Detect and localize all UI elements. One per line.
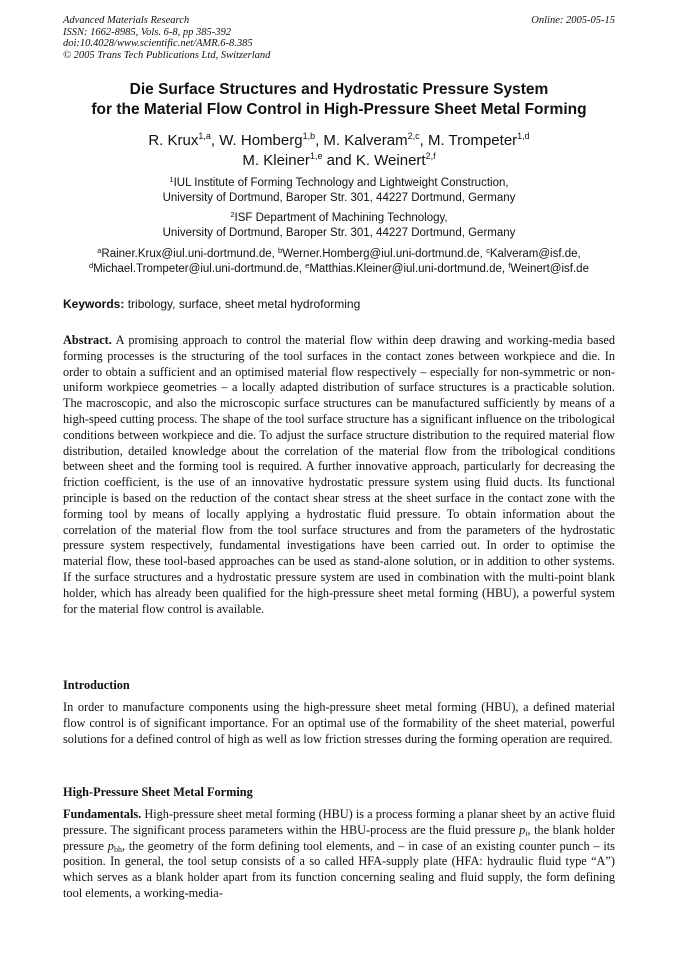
online-date: Online: 2005-05-15 bbox=[531, 15, 615, 26]
author-name: K. Weinert bbox=[355, 152, 426, 169]
author-sep: , bbox=[315, 132, 324, 149]
author-sup: 1,e bbox=[309, 151, 323, 161]
introduction-paragraph: In order to manufacture components using the high-pressure sheet metal forming (HBU), a defined material flow control is of significant importance. For an optimal use of the formability of the sheet material, powerful solutions for a defined control of high as well as low friction stresses during the forming operation are required. bbox=[63, 700, 615, 746]
email-sep: , bbox=[298, 262, 306, 275]
email-sep: , bbox=[271, 248, 279, 260]
issn-line: ISSN: 1662-8985, Vols. 6-8, pp 385-392 bbox=[63, 26, 231, 38]
email-sep: , bbox=[501, 262, 509, 275]
journal-name: Advanced Materials Research bbox=[63, 15, 190, 26]
keywords bbox=[63, 297, 615, 311]
author-sep: , bbox=[419, 132, 428, 149]
author-sup: 1,d bbox=[517, 131, 530, 141]
affiliation-2 bbox=[40, 211, 638, 240]
fundamentals-text-a: High-pressure sheet metal forming (HBU) is a process forming a planar sheet by an active fluid pressure. The significant process parameters within the HBU-process are the fluid pressure bbox=[63, 807, 615, 837]
doi-line[interactable]: doi:10.4028/www.scientific.net/AMR.6-8.385 bbox=[63, 38, 253, 49]
affiliation-line: University of Dortmund, Baroper Str. 301, 44227 Dortmund, Germany bbox=[162, 226, 516, 239]
email-line-1 bbox=[40, 247, 638, 262]
email-sup: c bbox=[486, 246, 490, 255]
email-sup: b bbox=[278, 246, 283, 255]
email-address[interactable]: Rainer.Krux@iul.uni-dortmund.de bbox=[101, 248, 272, 260]
introduction-heading: Introduction bbox=[63, 678, 130, 692]
keywords-label: Keywords: bbox=[63, 297, 125, 311]
author-line-2 bbox=[40, 151, 638, 171]
title-line-1: Die Surface Structures and Hydrostatic Pressure System bbox=[129, 81, 549, 98]
email-address[interactable]: Werner.Homberg@iul.uni-dortmund.de bbox=[282, 248, 480, 260]
fluid-pressure-subscript: i bbox=[525, 828, 528, 838]
author-sep: , bbox=[210, 132, 220, 149]
author-name: W. Homberg bbox=[219, 132, 303, 149]
email-sup: d bbox=[89, 260, 94, 270]
email-address[interactable]: Weinert@isf.de bbox=[510, 262, 589, 275]
email-address[interactable]: Michael.Trompeter@iul.uni-dortmund.de bbox=[93, 262, 299, 275]
email-address[interactable]: Kalveram@isf.de bbox=[489, 248, 578, 260]
author-sup: 2,f bbox=[425, 151, 436, 161]
abstract-paragraph bbox=[63, 333, 615, 617]
email-list bbox=[40, 247, 638, 276]
affiliation-line: University of Dortmund, Baroper Str. 301, 44227 Dortmund, Germany bbox=[162, 191, 516, 204]
blank-holder-pressure-symbol: p bbox=[107, 838, 114, 853]
keywords-text: tribology, surface, sheet metal hydroforming bbox=[124, 297, 361, 311]
fundamentals-paragraph bbox=[63, 807, 615, 902]
affiliation-line: ISF Department of Machining Technology, bbox=[234, 212, 448, 224]
author-list bbox=[40, 131, 638, 171]
abstract-text: A promising approach to control the material flow within deep drawing and working-media based forming processes is the structuring of the tool surfaces in the contact zones between workpiece and die. In order to obtain a sufficient and an optimised material flow respectively – especially for non-symmetric or non-uniform workpiece geometries – a locally adapted distribution of surface structures is a practicable solution. The macroscopic, and also the microscopic surface structures can be manufactured sufficiently by means of a high-speed cutting process. The shape of the tool surface structure has a significant influence on the tribological conditions between workpiece and die. To adjust the surface structure distribution to the required material flow distribution, detailed knowledge about the correlation of the material flow from the tribological conditions between sheet and the forming tool is required. A further innovative approach, particularly for decreasing the friction coefficient, is the use of an innovative hydrostatic pressure system using fluid ducts. Its functional principle is based on the reduction of the contact shear stress at the sheet surface in the contact zone with the forming tool by means of locally applying a hydrostatic fluid pressure. To obtain information about the correlation of the material flow from the tool surface structures and from the parameters of the hydrostatic pressure system respectively, fundamental investigations have been carried out. In order to optimise the material flow, these tool-based approaches can be used as stand-alone solution, or in addition to other systems. If the surface structures and a hydrostatic pressure system are used in combination with the multi-point blank holder, which has already been qualified for the high-pressure sheet metal forming (HBU), a powerful system for the material flow control is available. bbox=[63, 333, 615, 616]
author-sup: 2,c bbox=[407, 131, 420, 141]
author-line-1 bbox=[40, 131, 638, 151]
author-sup: 1,a bbox=[198, 131, 211, 141]
email-sup: f bbox=[508, 260, 511, 270]
abstract-label: Abstract. bbox=[63, 333, 112, 347]
author-name: M. Kalveram bbox=[323, 132, 408, 149]
affiliation-1 bbox=[40, 176, 638, 205]
hbu-section-heading: High-Pressure Sheet Metal Forming bbox=[63, 785, 253, 799]
email-address[interactable]: Matthias.Kleiner@iul.uni-dortmund.de bbox=[309, 262, 502, 275]
fluid-pressure-symbol: p bbox=[519, 822, 526, 837]
fundamentals-text-c: , the geometry of the form defining tool elements, and – in case of an existing counter punch – its position. In general, the tool setup consists of a so called HFA-supply plate (HFA: hydraulic fluid type “A”) which serves as a blank holder apart from its function concerning sealing and fluid supply, the form defining tool elements, a working-media- bbox=[63, 838, 615, 900]
copyright-line: © 2005 Trans Tech Publications Ltd, Switzerland bbox=[63, 49, 271, 61]
author-name: M. Kleiner bbox=[242, 152, 310, 169]
journal-header bbox=[63, 15, 615, 61]
email-sep: , bbox=[577, 248, 581, 260]
email-sep: , bbox=[479, 248, 487, 260]
email-sup: e bbox=[305, 260, 310, 270]
author-name: M. Trompeter bbox=[427, 132, 518, 149]
affiliation-sup: 1 bbox=[169, 175, 174, 184]
affiliation-sup: 2 bbox=[230, 210, 235, 219]
affiliation-line: IUL Institute of Forming Technology and Lightweight Construction, bbox=[173, 177, 509, 189]
email-sup: a bbox=[97, 246, 102, 255]
paper-title bbox=[40, 80, 638, 120]
author-name: R. Krux bbox=[148, 132, 199, 149]
email-line-2 bbox=[40, 262, 638, 277]
fundamentals-text-b: , the blank holder pressure bbox=[63, 822, 615, 853]
title-line-2: for the Material Flow Control in High-Pressure Sheet Metal Forming bbox=[91, 101, 587, 118]
blank-holder-pressure-subscript: bh bbox=[113, 844, 122, 854]
author-sup: 1,b bbox=[302, 131, 316, 141]
fundamentals-label: Fundamentals. bbox=[63, 807, 142, 821]
author-sep: and bbox=[322, 152, 356, 169]
